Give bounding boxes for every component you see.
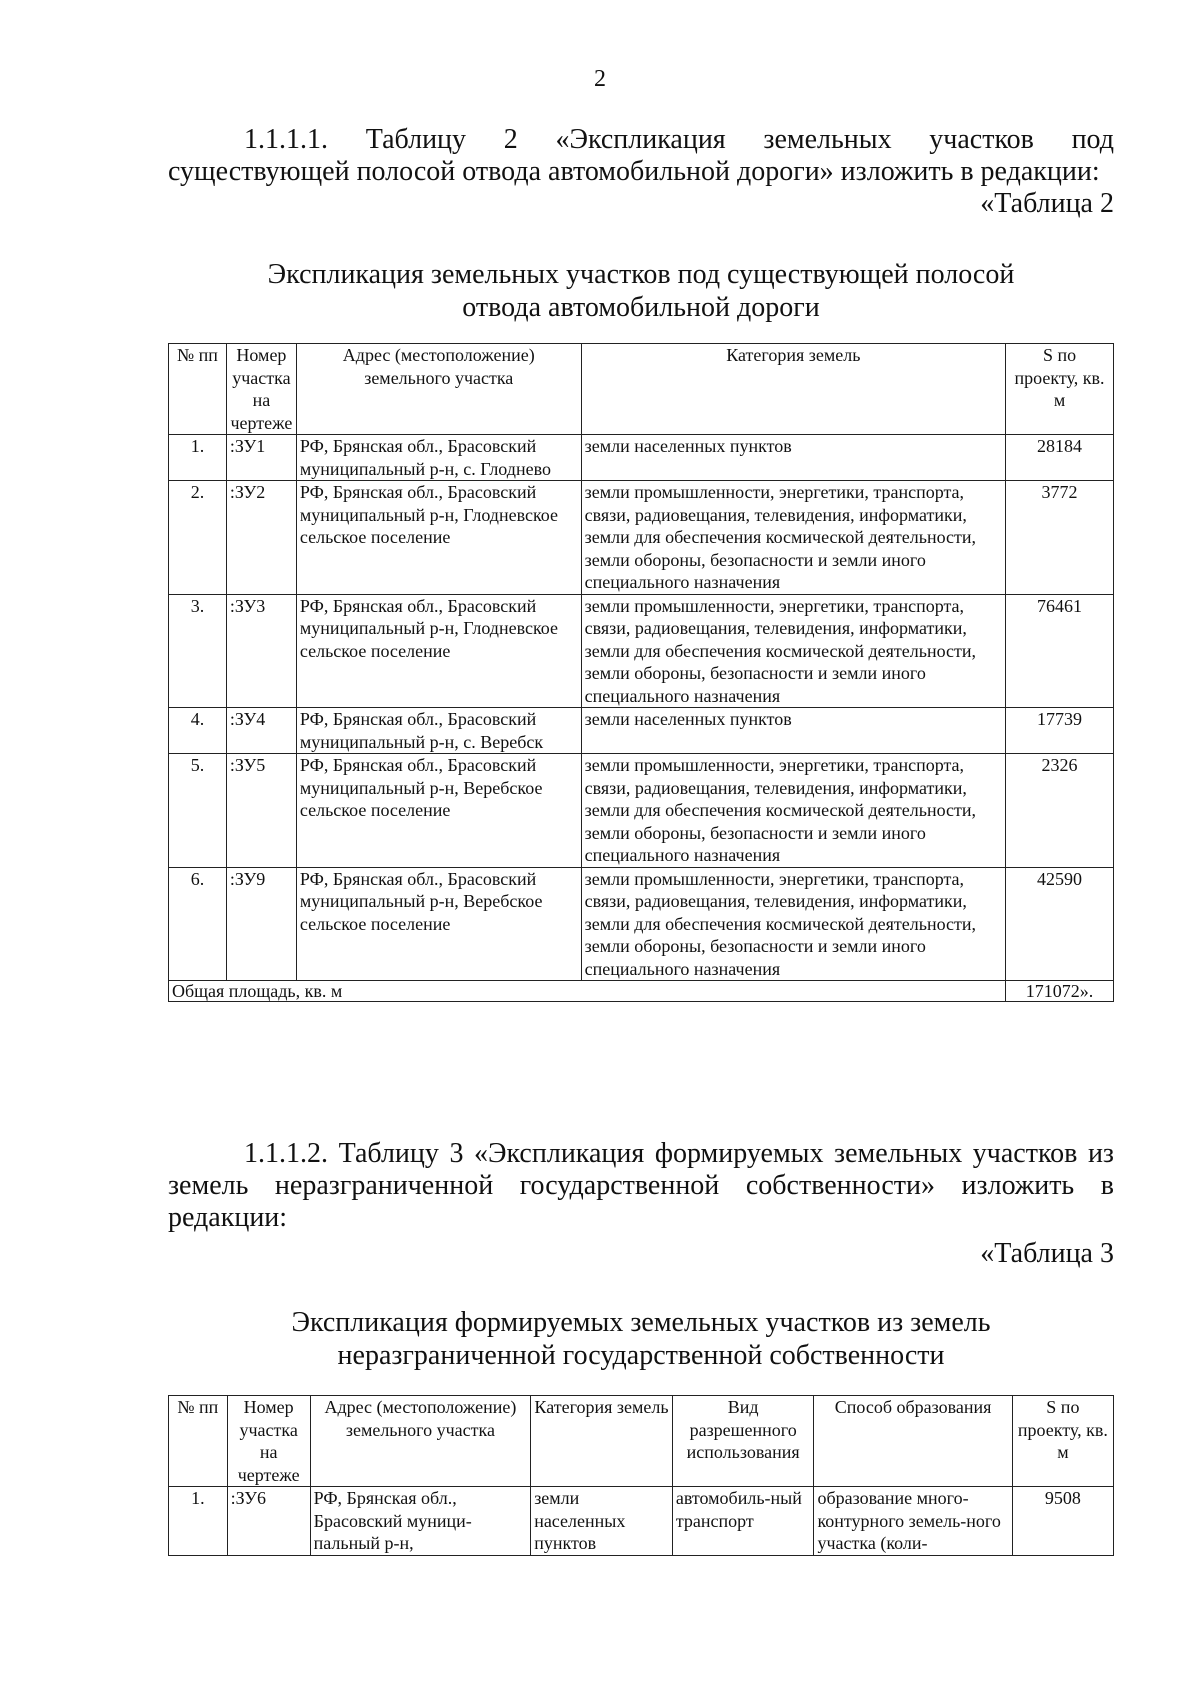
- section2-intro: 1.1.1.2. Таблицу 3 «Экспликация формируемых земельных участков из земель неразграниченной государственной собственности» изложить в редакции:: [168, 1138, 1114, 1233]
- row-num: 5.: [169, 754, 227, 868]
- row-method: образование много-контурного земель-ного участка (коли-: [814, 1487, 1012, 1556]
- row-category: земли промышленности, энергетики, транспорта, связи, радиовещания, телевидения, информатики, земли для обеспечения космической деятельности, земли обороны, безопасности и земли иного специального назначения: [581, 754, 1005, 868]
- row-area: 76461: [1006, 594, 1114, 708]
- row-area: 3772: [1006, 481, 1114, 595]
- table-row: [169, 1487, 1114, 1556]
- table3-header-num: № пп: [169, 1396, 228, 1487]
- page-number: 2: [594, 66, 606, 92]
- row-address: РФ, Брянская обл., Брасовский муниципальный р-н, Веребское сельское поселение: [296, 867, 581, 981]
- table3-header-method: Способ образования: [814, 1396, 1012, 1487]
- table-row: [169, 867, 1114, 981]
- table2-header-category: Категория земель: [581, 344, 1005, 435]
- table3-title-line2: неразграниченной государственной собственности: [337, 1340, 945, 1371]
- row-plot: :ЗУ5: [226, 754, 296, 868]
- table-row: [169, 594, 1114, 708]
- row-category: земли промышленности, энергетики, транспорта, связи, радиовещания, телевидения, информатики, земли для обеспечения космической деятельности, земли обороны, безопасности и земли иного специального назначения: [581, 867, 1005, 981]
- table2-header-area: S по проекту, кв. м: [1006, 344, 1114, 435]
- row-plot: :ЗУ4: [226, 708, 296, 754]
- row-num: 4.: [169, 708, 227, 754]
- row-num: 6.: [169, 867, 227, 981]
- row-address: РФ, Брянская обл., Брасовский муниципальный р-н, Глодневское сельское поселение: [296, 594, 581, 708]
- section1-intro: 1.1.1.1. Таблицу 2 «Экспликация земельных участков под существующей полосой отвода автомобильной дороги» изложить в редакции:: [168, 124, 1114, 187]
- table3-header-plot: Номер участка на чертеже: [227, 1396, 310, 1487]
- row-address: РФ, Брянская обл., Брасовский муниципальный р-н, Глодневское сельское поселение: [296, 481, 581, 595]
- table3-header-use: Вид разрешенного использования: [672, 1396, 814, 1487]
- section2-table-ref: «Таблица 3: [980, 1238, 1114, 1269]
- table3: [168, 1395, 1114, 1556]
- row-category: земли населенных пунктов: [581, 708, 1005, 754]
- table2-header-row: [169, 344, 1114, 435]
- total-value: 171072».: [1006, 981, 1114, 1002]
- row-use: автомобиль-ный транспорт: [672, 1487, 814, 1556]
- table2-title: [168, 258, 1114, 324]
- row-address: РФ, Брянская обл., Брасовский муниципальный р-н, с. Веребск: [296, 708, 581, 754]
- row-area: 42590: [1006, 867, 1114, 981]
- table-row: [169, 435, 1114, 481]
- table2-title-line2: отвода автомобильной дороги: [462, 292, 820, 323]
- row-category: земли населенных пунктов: [531, 1487, 673, 1556]
- row-category: земли промышленности, энергетики, транспорта, связи, радиовещания, телевидения, информатики, земли для обеспечения космической деятельности, земли обороны, безопасности и земли иного специального назначения: [581, 481, 1005, 595]
- table-row: [169, 708, 1114, 754]
- section1-table-ref: «Таблица 2: [980, 188, 1114, 219]
- table3-header-area: S по проекту, кв. м: [1012, 1396, 1113, 1487]
- row-plot: :ЗУ9: [226, 867, 296, 981]
- row-area: 9508: [1012, 1487, 1113, 1556]
- row-num: 3.: [169, 594, 227, 708]
- table2-header-num: № пп: [169, 344, 227, 435]
- row-category: земли промышленности, энергетики, транспорта, связи, радиовещания, телевидения, информатики, земли для обеспечения космической деятельности, земли обороны, безопасности и земли иного специального назначения: [581, 594, 1005, 708]
- row-address: РФ, Брянская обл., Брасовский муници-пальный р-н,: [310, 1487, 531, 1556]
- table2: [168, 343, 1114, 1002]
- row-num: 1.: [169, 1487, 228, 1556]
- table3-title-line1: Экспликация формируемых земельных участков из земель: [291, 1307, 991, 1338]
- total-label: Общая площадь, кв. м: [169, 981, 1006, 1002]
- row-num: 2.: [169, 481, 227, 595]
- table2-header-plot: Номер участка на чертеже: [226, 344, 296, 435]
- table2-total-row: [169, 981, 1114, 1002]
- table2-header-address: Адрес (местоположение) земельного участка: [296, 344, 581, 435]
- row-area: 28184: [1006, 435, 1114, 481]
- table3-header-category: Категория земель: [531, 1396, 673, 1487]
- row-plot: :ЗУ2: [226, 481, 296, 595]
- row-num: 1.: [169, 435, 227, 481]
- row-plot: :ЗУ6: [227, 1487, 310, 1556]
- row-address: РФ, Брянская обл., Брасовский муниципальный р-н, с. Глоднево: [296, 435, 581, 481]
- table3-header-row: [169, 1396, 1114, 1487]
- row-address: РФ, Брянская обл., Брасовский муниципальный р-н, Веребское сельское поселение: [296, 754, 581, 868]
- row-category: земли населенных пунктов: [581, 435, 1005, 481]
- table2-title-line1: Экспликация земельных участков под существующей полосой: [267, 259, 1015, 290]
- row-plot: :ЗУ3: [226, 594, 296, 708]
- row-plot: :ЗУ1: [226, 435, 296, 481]
- table-row: [169, 481, 1114, 595]
- table3-title: [168, 1306, 1114, 1372]
- row-area: 17739: [1006, 708, 1114, 754]
- row-area: 2326: [1006, 754, 1114, 868]
- table3-header-address: Адрес (местоположение) земельного участка: [310, 1396, 531, 1487]
- table-row: [169, 754, 1114, 868]
